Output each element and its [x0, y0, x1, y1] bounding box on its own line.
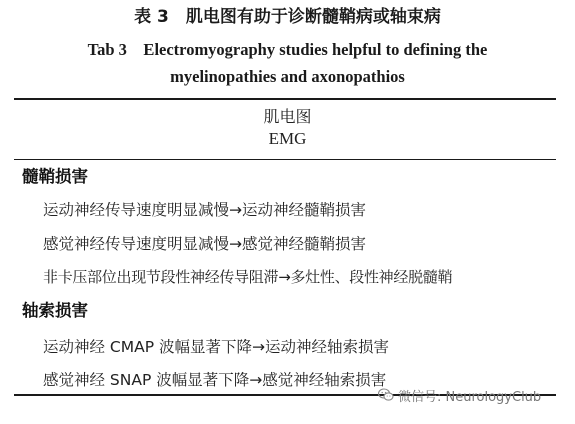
watermark-text: 微信号: NeurologyClub [398, 389, 542, 405]
section-heading-axon: 轴索损害 [22, 301, 88, 320]
column-header-cn: 肌电图 [263, 107, 312, 126]
watermark [378, 385, 541, 405]
column-header-en: EMG [268, 129, 307, 148]
section-heading-myelin: 髓鞘损害 [22, 167, 88, 186]
table-title-en-line2: myelinopathies and axonopathios [170, 67, 405, 86]
table-header-rule [14, 159, 556, 160]
table-row: 非卡压部位出现节段性神经传导阻滞→多灶性、段性神经脱髓鞘 [43, 268, 453, 286]
wechat-icon [378, 388, 394, 402]
column-header [0, 106, 575, 150]
table-row: 感觉神经 SNAP 波幅显著下降→感觉神经轴索损害 [43, 371, 387, 389]
table-title-cn: 表 3 肌电图有助于诊断髓鞘病或轴束病 [134, 7, 441, 27]
table-row: 运动神经传导速度明显减慢→运动神经髓鞘损害 [43, 201, 366, 219]
table-row: 运动神经 CMAP 波幅显著下降→运动神经轴索损害 [43, 338, 389, 356]
table-top-rule [14, 98, 556, 100]
table-title-en [0, 36, 575, 90]
table-title-en-line1: Tab 3 Electromyography studies helpful to defining the [87, 40, 488, 59]
table-row: 感觉神经传导速度明显减慢→感觉神经髓鞘损害 [43, 235, 366, 253]
